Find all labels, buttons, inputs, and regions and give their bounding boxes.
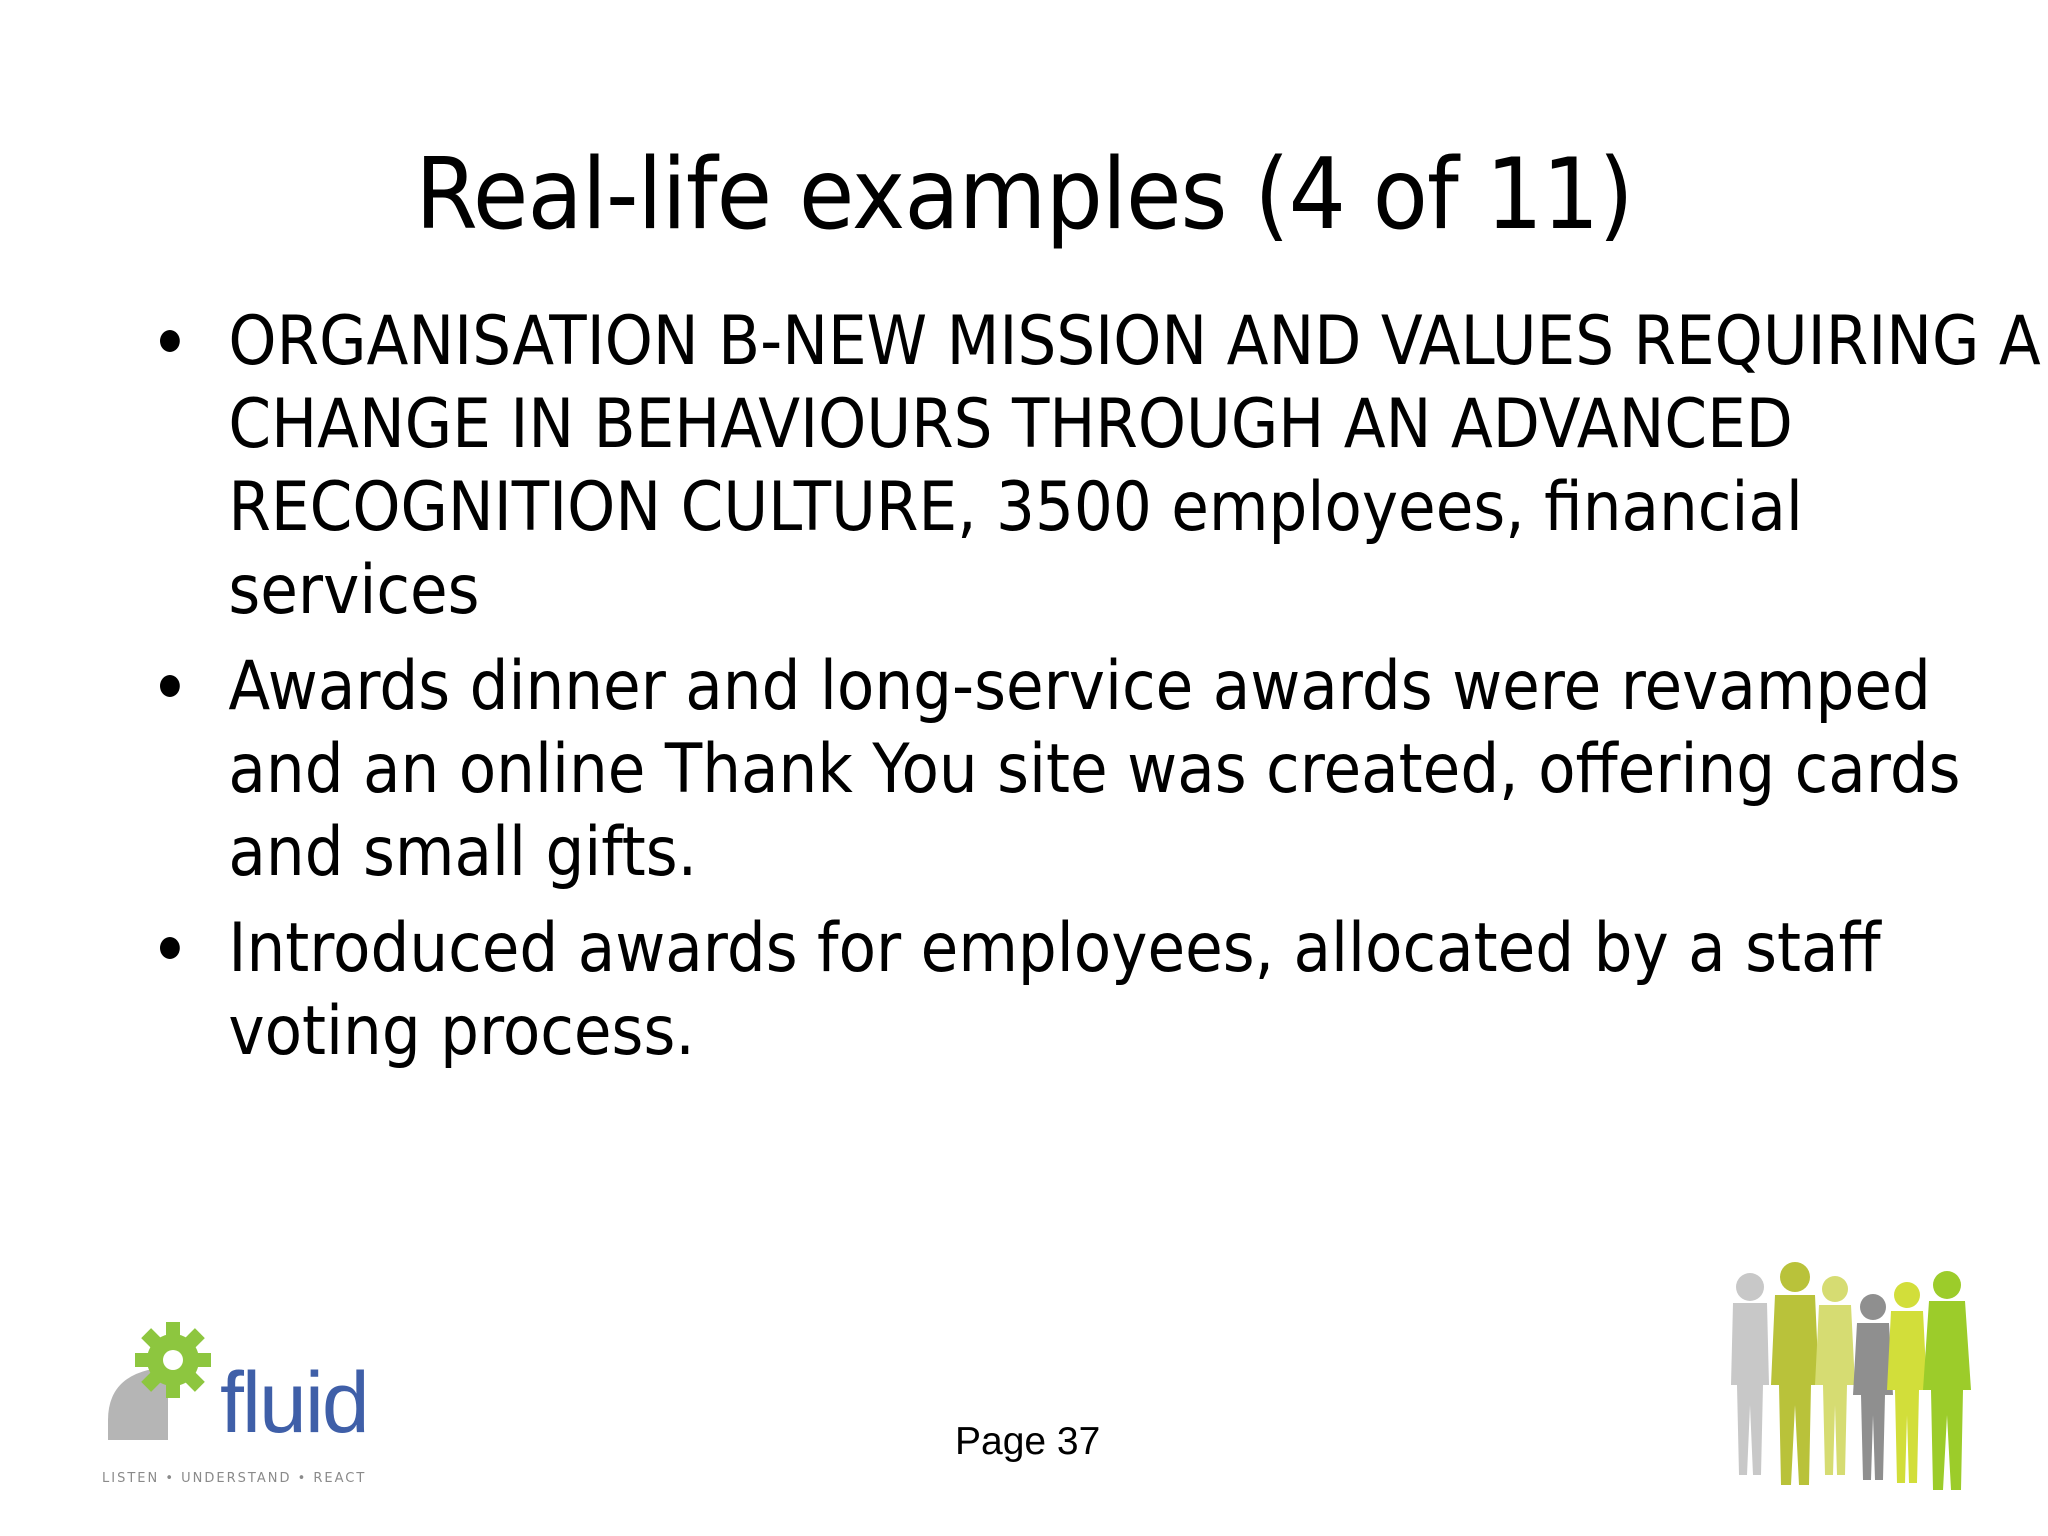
fluid-logo: [98, 1320, 418, 1490]
person-figure: [1731, 1273, 1769, 1475]
page-number: Page 37: [955, 1420, 1101, 1463]
gear-icon: [135, 1322, 211, 1398]
bullet-dot-icon: [160, 937, 180, 959]
bullet-text: Introduced awards for employees, allocated by a staff voting process.: [228, 909, 1881, 1071]
bullet-dot-icon: [160, 330, 180, 352]
slide-title: Real-life examples (4 of 11): [415, 138, 1633, 252]
person-figure: [1887, 1282, 1927, 1483]
people-group-icon: [1725, 1255, 1975, 1500]
bullet-dot-icon: [160, 675, 180, 697]
bullet-item: [160, 645, 2048, 894]
bullet-list: [160, 300, 2041, 1086]
bullet-item: [160, 907, 2048, 1073]
svg-text:LISTEN • UNDERSTAND • REACT: LISTEN • UNDERSTAND • REACT: [102, 1471, 367, 1486]
svg-text:fluid: fluid: [220, 1355, 368, 1451]
person-figure: [1853, 1294, 1893, 1480]
person-figure: [1815, 1276, 1855, 1475]
person-figure: [1771, 1262, 1819, 1485]
bullet-text: ORGANISATION B-NEW MISSION AND VALUES REQUIRING A CHANGE IN BEHAVIOURS THROUGH AN ADVANCED RECOGNITION CULTURE, 3500 employees, financial services: [228, 302, 2041, 630]
bullet-text: Awards dinner and long-service awards were revamped and an online Thank You site was created, offering cards and small gifts.: [228, 647, 1961, 892]
bullet-item: [160, 300, 2048, 632]
person-figure: [1923, 1271, 1971, 1490]
